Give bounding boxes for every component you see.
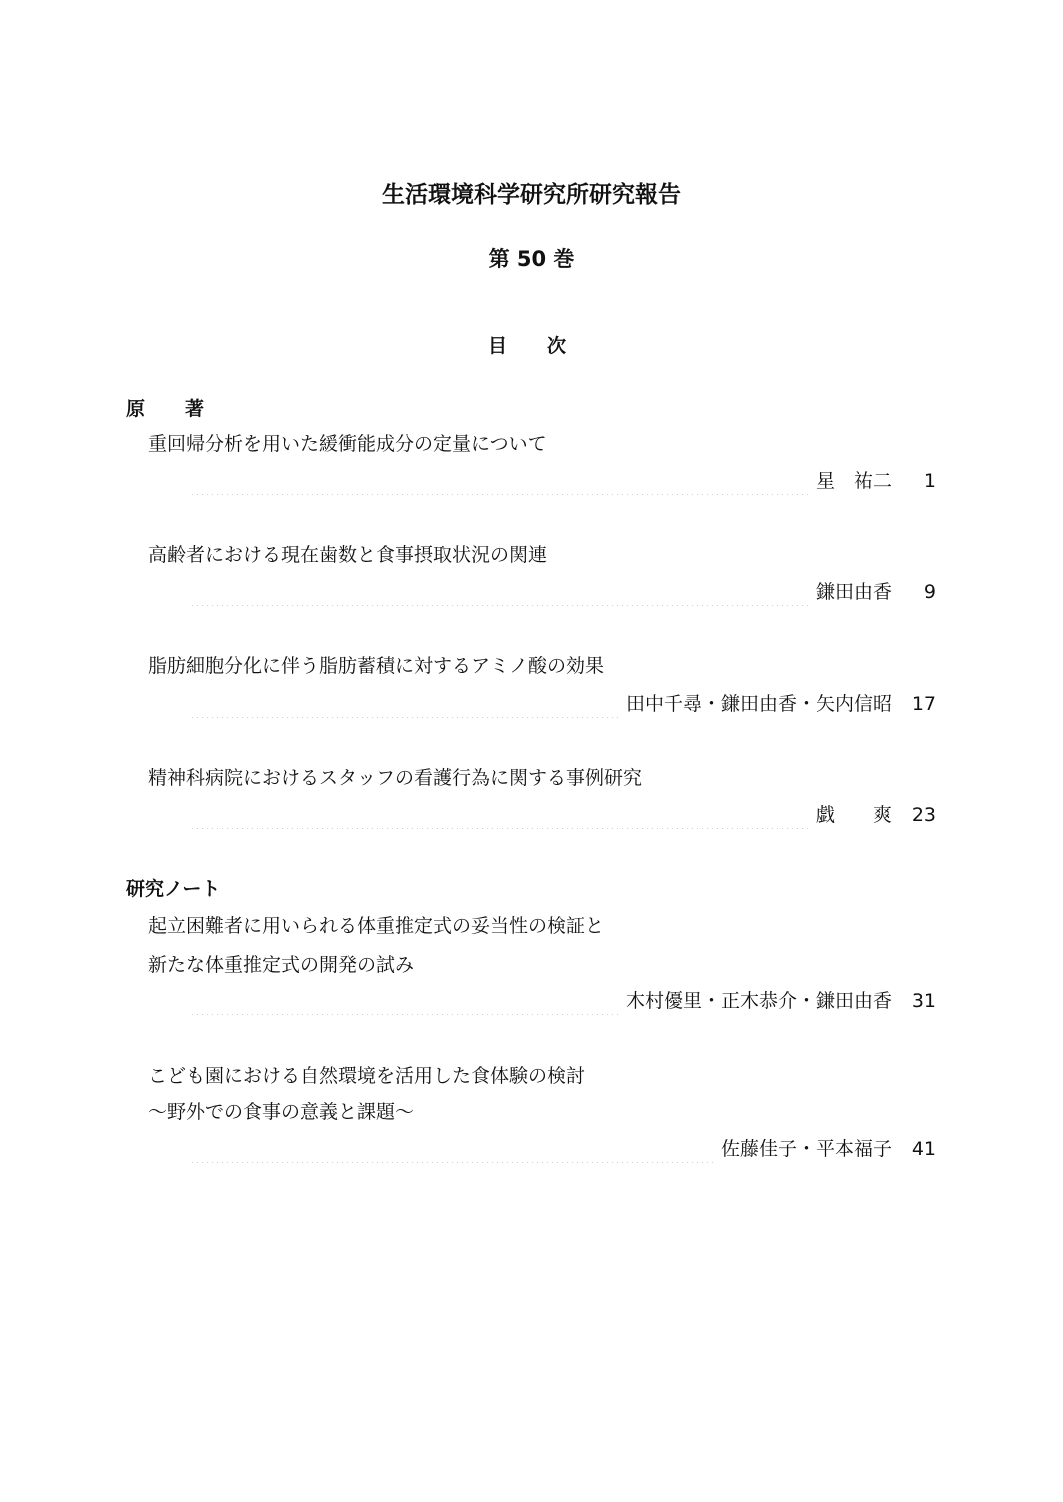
entry-title: こども園における自然環境を活用した食体験の検討 [148,1065,586,1087]
toc-heading-left: 目 [488,335,508,357]
entry-authors: 星 祐二 [815,470,892,492]
entry-page-number: 17 [911,693,936,715]
entry-authors: 田中千尋・鎌田由香・矢内信昭 [625,693,892,715]
section-heading-right: 著 [185,398,205,420]
toc-leader-line [190,801,936,829]
section-heading-research-notes: 研究ノート [126,878,221,900]
entry-title: 起立困難者に用いられる体重推定式の妥当性の検証と [148,915,605,937]
entry-page-number: 41 [911,1138,936,1160]
entry-title-continued: ～野外での食事の意義と課題～ [148,1101,415,1123]
toc-leader-line [190,467,936,495]
entry-authors: 鎌田由香 [815,581,892,603]
entry-page-number: 31 [911,990,936,1012]
toc-leader-line [190,1135,936,1163]
toc-leader-line [190,987,936,1015]
entry-page-number: 1 [923,470,936,492]
dot-leader [190,578,812,606]
toc-leader-line [190,690,936,718]
toc-leader-line [190,578,936,606]
report-title: 生活環境科学研究所研究報告 [382,182,681,208]
entry-title: 精神科病院におけるスタッフの看護行為に関する事例研究 [148,767,643,789]
dot-leader [190,801,812,829]
entry-title: 高齢者における現在歯数と食事摂取状況の関連 [148,544,548,566]
volume-number: 第 50 巻 [488,247,575,271]
dot-leader [190,690,622,718]
toc-heading [488,332,566,360]
section-heading-original-papers [126,395,204,423]
entry-page-number: 23 [911,804,936,826]
entry-authors: 戯 爽 [815,804,892,826]
entry-page-number: 9 [923,581,936,603]
toc-heading-right: 次 [547,335,567,357]
entry-authors: 佐藤佳子・平本福子 [720,1138,892,1160]
entry-authors: 木村優里・正木恭介・鎌田由香 [625,990,892,1012]
dot-leader [190,1135,717,1163]
entry-title: 脂肪細胞分化に伴う脂肪蓄積に対するアミノ酸の効果 [148,655,605,677]
entry-title: 重回帰分析を用いた緩衝能成分の定量について [148,433,547,455]
dot-leader [190,467,812,495]
section-heading-left: 原 [126,398,146,420]
entry-title-continued: 新たな体重推定式の開発の試み [148,954,415,976]
dot-leader [190,987,622,1015]
